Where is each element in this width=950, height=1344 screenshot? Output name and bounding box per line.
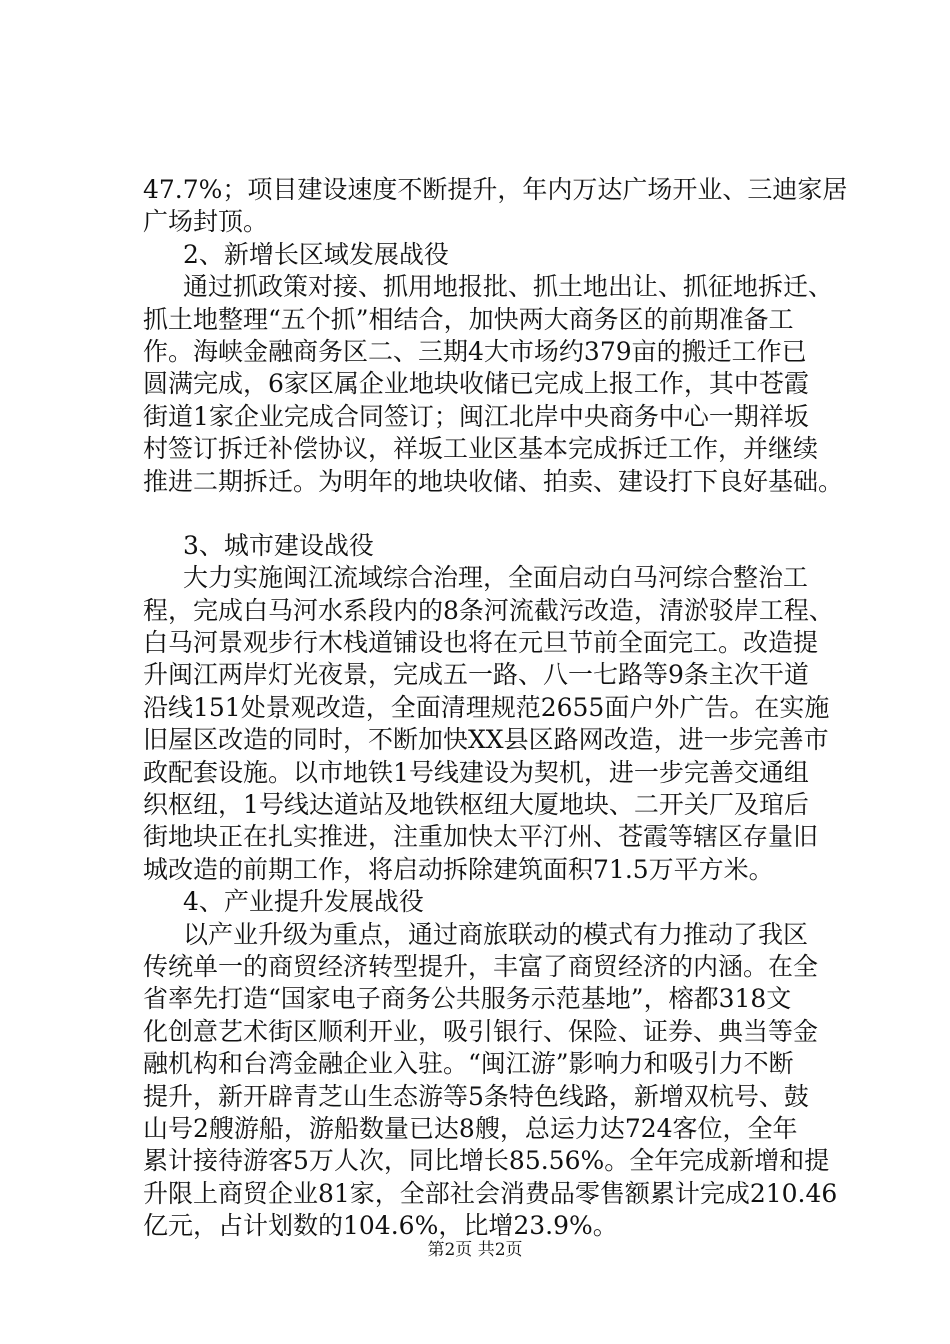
- text-line: 通过抓政策对接、抓用地报批、抓土地出让、抓征地拆迁、: [183, 272, 834, 302]
- section-heading: 2、新增长区域发展战役: [183, 239, 449, 269]
- text-line: 升闽江两岸灯光夜景，完成五一路、八一七路等9条主次干道: [143, 660, 809, 690]
- text-line: 抓土地整理“五个抓”相结合，加快两大商务区的前期准备工: [143, 304, 794, 334]
- text-line: 街地块正在扎实推进，注重加快太平汀州、苍霞等辖区存量旧: [143, 822, 819, 852]
- text-line: 旧屋区改造的同时，不断加快XX县区路网改造，进一步完善市: [143, 725, 829, 755]
- text-line: 程，完成白马河水系段内的8条河流截污改造，清淤驳岸工程、: [143, 595, 834, 625]
- text-line: 传统单一的商贸经济转型提升，丰富了商贸经济的内涵。在全: [143, 951, 819, 981]
- text-line: 累计接待游客5万人次，同比增长85.56%。全年完成新增和提: [143, 1146, 830, 1176]
- paragraph-gap: [143, 498, 843, 530]
- text-line: 省率先打造“国家电子商务公共服务示范基地”，榕都318文: [143, 984, 792, 1014]
- text-line: 广场封顶。: [143, 207, 269, 237]
- document-body: [143, 174, 848, 1243]
- text-line: 化创意艺术街区顺利开业，吸引银行、保险、证券、典当等金: [143, 1016, 819, 1046]
- text-line: 圆满完成，6家区属企业地块收储已完成上报工作，其中苍霞: [143, 369, 809, 399]
- section-heading: 4、产业提升发展战役: [183, 887, 424, 917]
- text-line: 47.7%；项目建设速度不断提升，年内万达广场开业、三迪家居: [143, 175, 848, 204]
- text-line: 作。海峡金融商务区二、三期4大市场约379亩的搬迁工作已: [143, 336, 807, 366]
- text-line: 白马河景观步行木栈道铺设也将在元旦节前全面完工。改造提: [143, 628, 819, 658]
- text-line: 政配套设施。以市地铁1号线建设为契机，进一步完善交通组: [143, 757, 809, 787]
- text-line: 升限上商贸企业81家，全部社会消费品零售额累计完成210.46: [143, 1178, 838, 1208]
- text-line: 亿元，占计划数的104.6%，比增23.9%。: [143, 1211, 618, 1241]
- text-line: 大力实施闽江流域综合治理，全面启动白马河综合整治工: [183, 563, 809, 593]
- text-line: 融机构和台湾金融企业入驻。“闽江游”影响力和吸引力不断: [143, 1049, 794, 1079]
- text-line: 村签订拆迁补偿协议，祥坂工业区基本完成拆迁工作，并继续: [143, 434, 819, 464]
- section-heading: 3、城市建设战役: [183, 530, 374, 560]
- page-number: 第2页 共2页: [427, 1240, 523, 1260]
- text-line: 沿线151处景观改造，全面清理规范2655面户外广告。在实施: [143, 692, 830, 722]
- page-footer: [0, 1240, 950, 1260]
- text-line: 织枢纽，1号线达道站及地铁枢纽大厦地块、二开关厂及琯后: [143, 790, 809, 820]
- text-line: 以产业升级为重点，通过商旅联动的模式有力推动了我区: [183, 919, 809, 949]
- text-line: 提升，新开辟青芝山生态游等5条特色线路，新增双杭号、鼓: [143, 1081, 809, 1111]
- text-line: 山号2艘游船，游船数量已达8艘，总运力达724客位，全年: [143, 1113, 798, 1143]
- text-line: 城改造的前期工作，将启动拆除建筑面积71.5万平方米。: [143, 854, 774, 884]
- text-line: 推进二期拆迁。为明年的地块收储、拍卖、建设打下良好基础。: [143, 466, 844, 496]
- text-line: 街道1家企业完成合同签订；闽江北岸中央商务中心一期祥坂: [143, 401, 809, 431]
